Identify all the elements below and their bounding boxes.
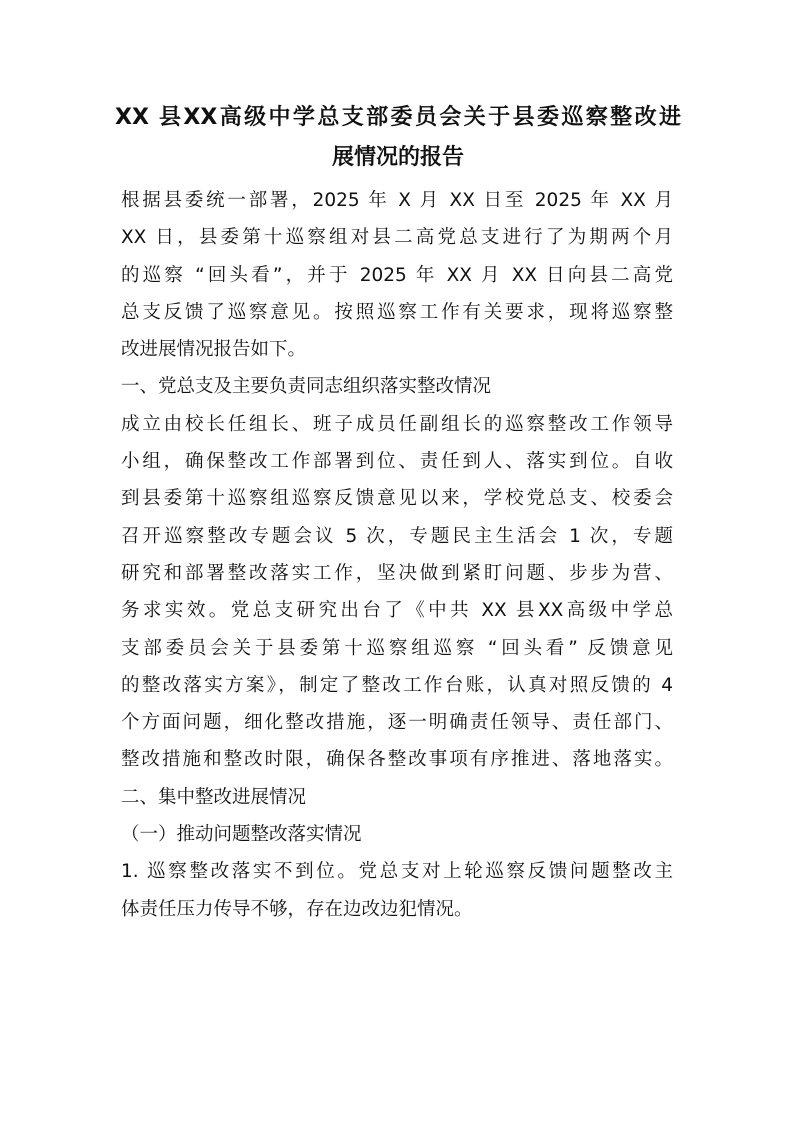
text-line: 小组，确保整改工作部署到位、责任到人、落实到位。自收 <box>121 451 673 473</box>
text-line: 整改措施和整改时限，确保各整改事项有序推进、落地落实。 <box>121 749 673 771</box>
text-line: 改进展情况报告如下。 <box>121 339 307 361</box>
document-body <box>121 186 673 932</box>
text-line: 一、党总支及主要负责同志组织落实整改情况 <box>121 376 492 398</box>
text-line: 二、集中整改进展情况 <box>121 786 307 808</box>
text-line: 到县委第十巡察组巡察反馈意见以来，学校党总支、校委会 <box>121 488 673 510</box>
text-line: （一）推动问题整改落实情况 <box>121 824 362 846</box>
document-title-line-1: XX 县XX高级中学总支部委员会关于县委巡察整改进 <box>115 105 681 130</box>
text-line: 的巡察 “回头看”，并于 2025 年 XX 月 XX 日向县二高党 <box>121 264 673 286</box>
text-line: 支部委员会关于县委第十巡察组巡察 “回头看” 反馈意见 <box>121 637 673 659</box>
document-title-line-2: 展情况的报告 <box>331 145 464 170</box>
text-line: 体责任压力传导不够，存在边改边犯情况。 <box>121 898 473 920</box>
text-line: 成立由校长任组长、班子成员任副组长的巡察整改工作领导 <box>121 413 673 435</box>
text-line: 根据县委统一部署，2025 年 X 月 XX 日至 2025 年 XX 月 <box>121 190 673 211</box>
text-line: XX 日，县委第十巡察组对县二高党总支进行了为期两个月 <box>121 227 673 249</box>
text-line: 个方面问题，细化整改措施，逐一明确责任领导、责任部门、 <box>121 712 673 734</box>
text-line: 务求实效。党总支研究出台了《中共 XX 县XX高级中学总 <box>121 600 673 622</box>
text-line: 的整改落实方案》，制定了整改工作台账，认真对照反馈的 4 <box>121 674 673 696</box>
text-line: 总支反馈了巡察意见。按照巡察工作有关要求，现将巡察整 <box>121 301 673 323</box>
text-line: 召开巡察整改专题会议 5 次，专题民主生活会 1 次，专题 <box>121 525 673 547</box>
text-line: 研究和部署整改落实工作，坚决做到紧盯问题、步步为营、 <box>121 562 673 584</box>
text-line: 1. 巡察整改落实不到位。党总支对上轮巡察反馈问题整改主 <box>121 861 673 883</box>
